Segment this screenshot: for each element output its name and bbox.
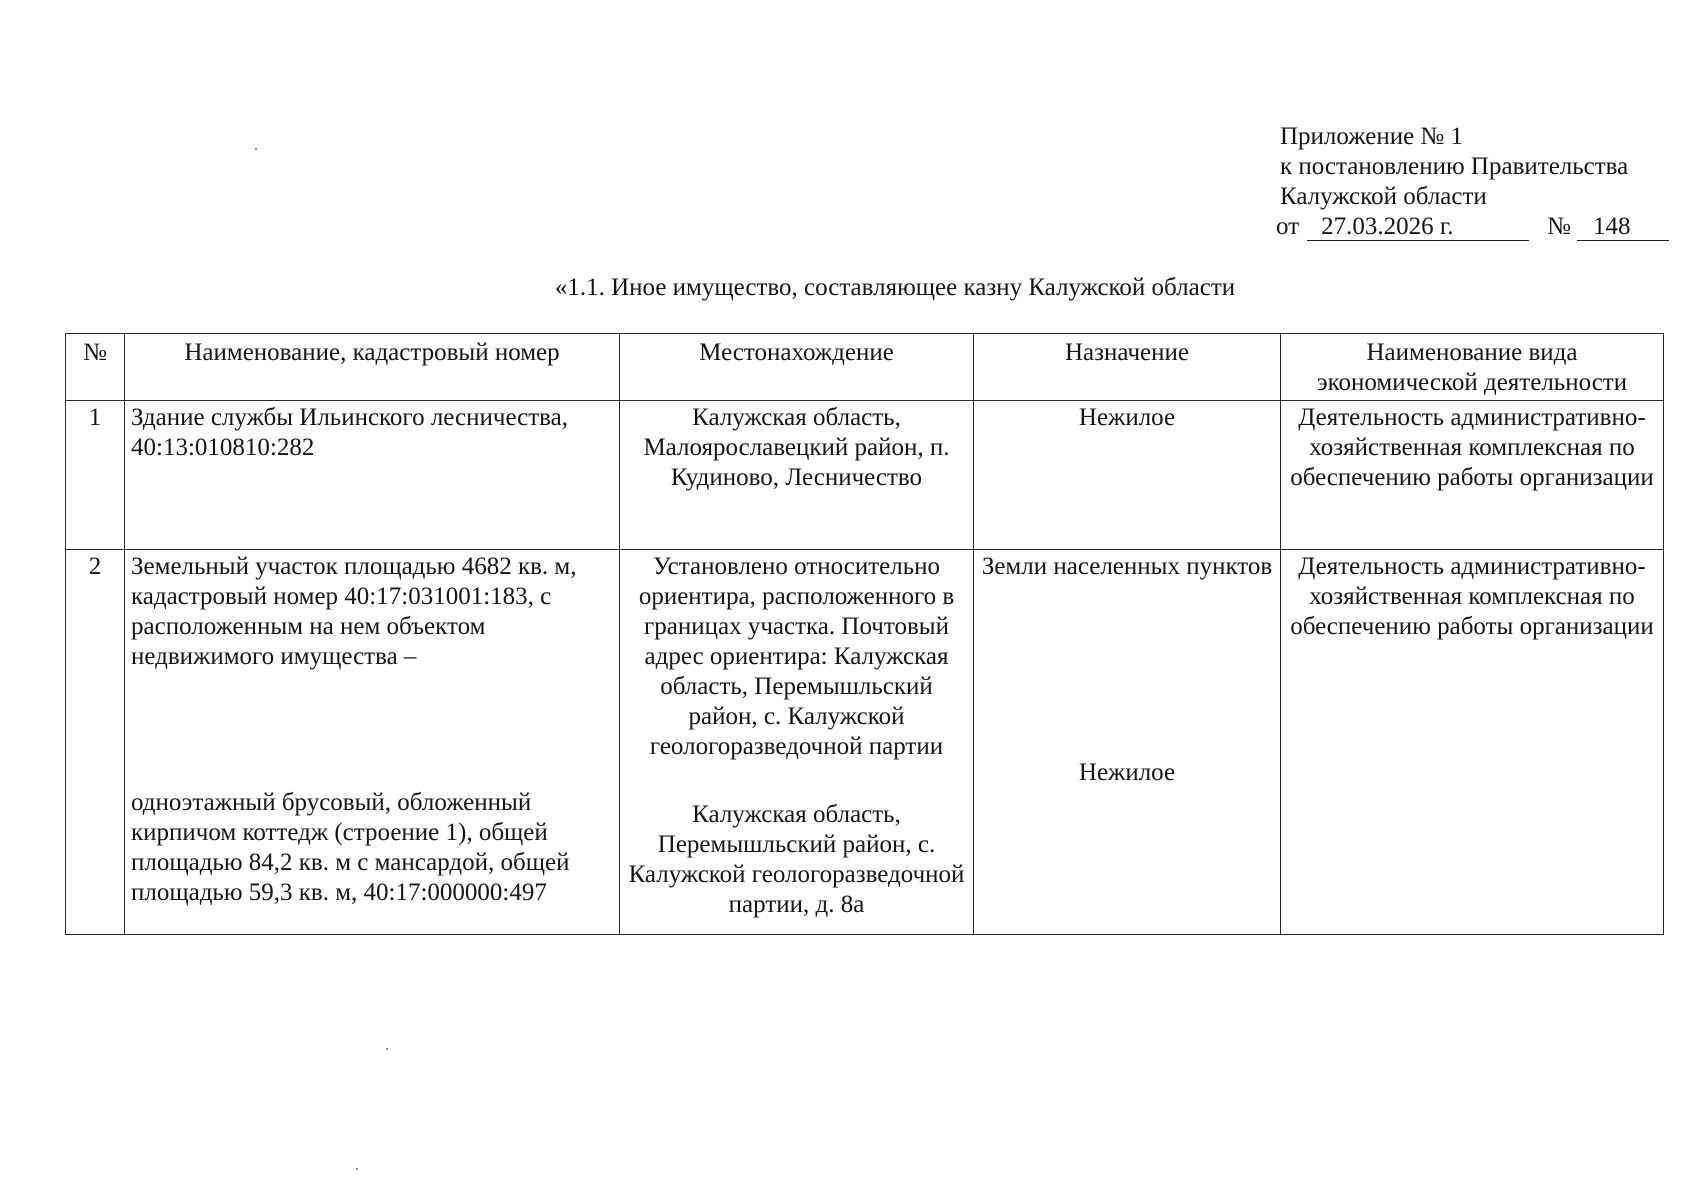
scan-speck [356, 1168, 358, 1170]
row-location-cell [620, 550, 974, 935]
row-number: 1 [66, 401, 125, 550]
decree-date: 27.03.2026 г. [1307, 214, 1529, 241]
row-name: Земельный участок площадью 4682 кв. м, кадастровый номер 40:17:031001:183, с расположенным на нем объектом недвижимого имущества – [131, 553, 577, 670]
table-header-row [66, 334, 1664, 401]
header-purpose: Назначение [974, 334, 1281, 401]
row-sub-purpose: Нежилое [1078, 759, 1176, 786]
row-sub-name: одноэтажный брусовый, обложенный кирпичом коттедж (строение 1), общей площадью 84,2 кв. м с мансардой, общей площадью 59,3 кв. м, 40:17:000000:497 [131, 789, 570, 906]
row-purpose: Земли населенных пунктов [981, 553, 1273, 580]
row-sub-location: Калужская область, Перемышльский район, с. Калужской геологоразведочной партии, д. 8а [628, 801, 965, 918]
appendix-date-line [1276, 212, 1669, 242]
row-purpose: Нежилое [974, 401, 1281, 550]
number-prefix: № [1547, 213, 1571, 240]
table-row [66, 401, 1664, 550]
row-name: Здание службы Ильинского лесничества, 40:13:010810:282 [125, 401, 620, 550]
row-location: Калужская область, Малоярославецкий район, п. Кудиново, Лесничество [620, 401, 974, 550]
appendix-reference: к постановлению Правительства [1280, 153, 1629, 180]
appendix-title: Приложение № 1 [1280, 123, 1464, 150]
decree-number: 148 [1577, 214, 1669, 241]
row-name-cell [125, 550, 620, 935]
row-location: Установлено относительно ориентира, расположенного в границах участка. Почтовый адрес ориентира: Калужская область, Перемышльский район, с. Калужской геологоразведочной партии [638, 553, 955, 760]
appendix-region: Калужской области [1280, 183, 1487, 210]
row-number: 2 [66, 550, 125, 935]
header-activity: Наименование вида экономической деятельности [1281, 334, 1664, 401]
date-prefix: от [1276, 213, 1300, 240]
header-number: № [66, 334, 125, 401]
row-activity: Деятельность административно-хозяйственная комплексная по обеспечению работы организации [1281, 550, 1664, 935]
appendix-block [1276, 122, 1673, 242]
row-purpose-cell [974, 550, 1281, 935]
table-row [66, 550, 1664, 935]
scan-speck [386, 1048, 388, 1050]
property-table [65, 333, 1664, 935]
header-location: Местонахождение [620, 334, 974, 401]
header-name: Наименование, кадастровый номер [125, 334, 620, 401]
row-activity: Деятельность административно-хозяйственная комплексная по обеспечению работы организации [1281, 401, 1664, 550]
section-heading: «1.1. Иное имущество, составляющее казну Калужской области [554, 274, 1236, 301]
scan-speck [255, 148, 257, 150]
